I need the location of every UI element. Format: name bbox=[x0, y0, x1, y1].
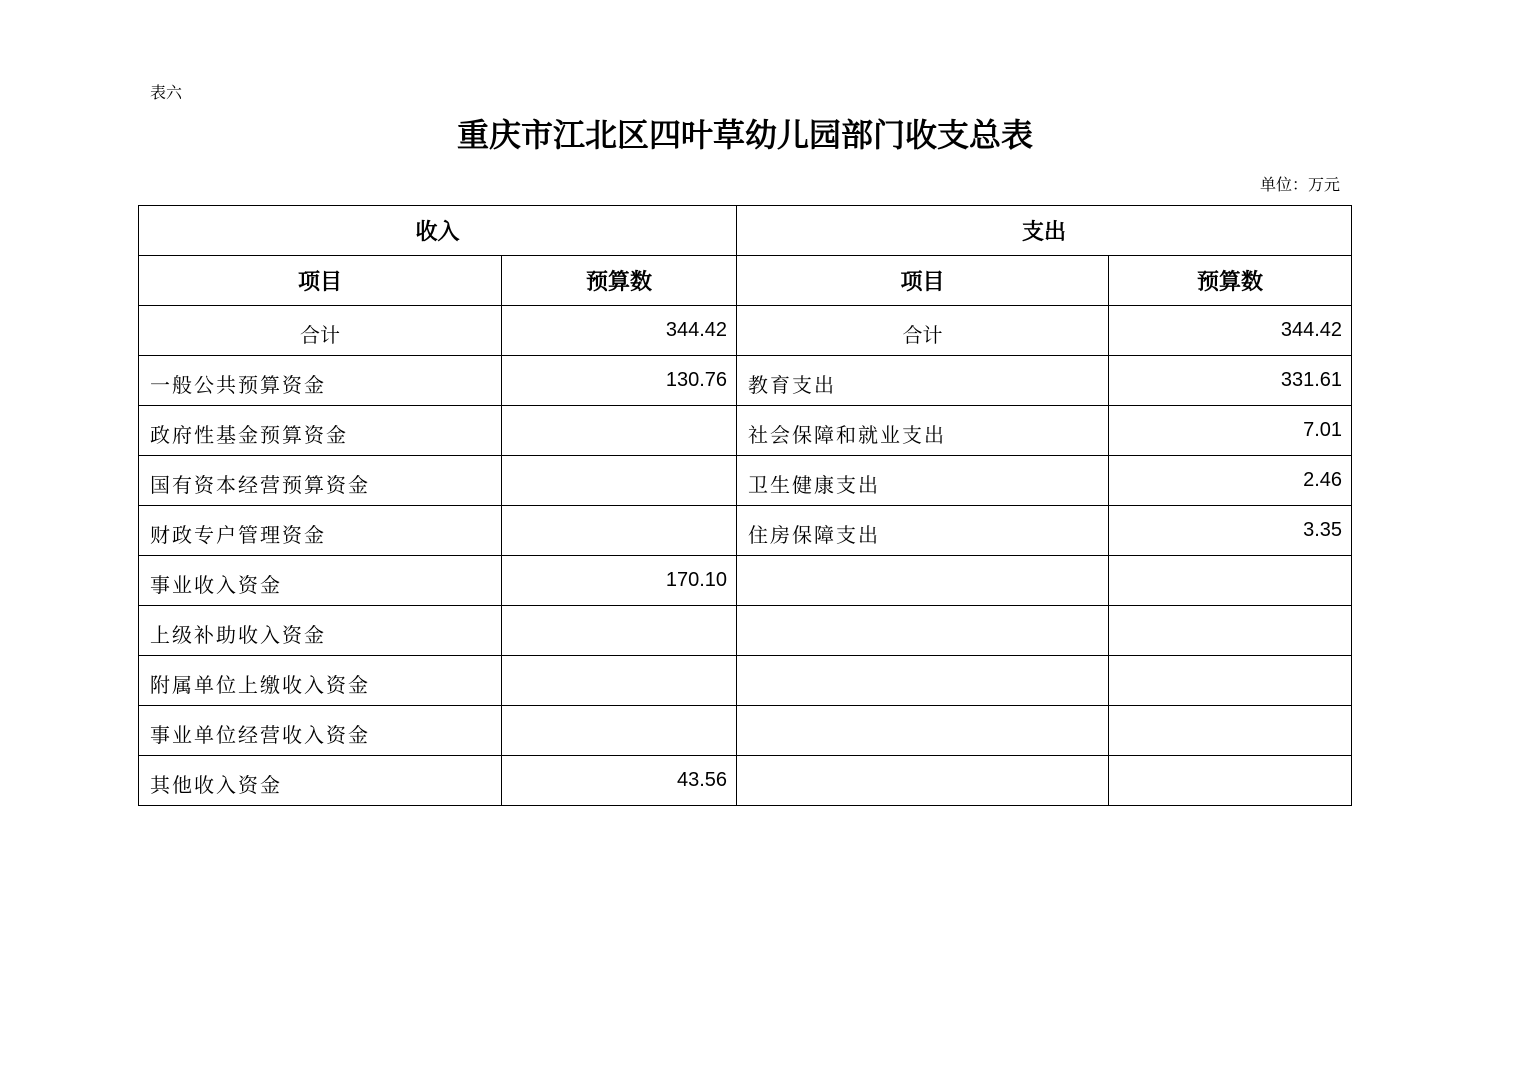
income-item-cell: 其他收入资金 bbox=[139, 756, 502, 806]
expense-value-cell: 2.46 bbox=[1109, 456, 1352, 506]
expense-item-cell: 社会保障和就业支出 bbox=[737, 406, 1109, 456]
income-item-cell: 政府性基金预算资金 bbox=[139, 406, 502, 456]
income-item-cell: 事业单位经营收入资金 bbox=[139, 706, 502, 756]
expense-item-cell: 教育支出 bbox=[737, 356, 1109, 406]
income-item-cell: 一般公共预算资金 bbox=[139, 356, 502, 406]
expense-item-cell: 住房保障支出 bbox=[737, 506, 1109, 556]
income-value-cell bbox=[502, 406, 737, 456]
table-number-label: 表六 bbox=[150, 83, 183, 102]
income-item-cell: 财政专户管理资金 bbox=[139, 506, 502, 556]
income-value-cell bbox=[502, 506, 737, 556]
expense-group-header: 支出 bbox=[737, 206, 1352, 256]
table-row bbox=[139, 506, 1352, 556]
income-value-cell bbox=[502, 656, 737, 706]
expense-item-cell bbox=[737, 706, 1109, 756]
income-group-header: 收入 bbox=[139, 206, 737, 256]
table-row bbox=[139, 556, 1352, 606]
expense-item-column-header: 项目 bbox=[737, 256, 1109, 306]
column-header-row bbox=[139, 256, 1352, 306]
expense-budget-column-header: 预算数 bbox=[1109, 256, 1352, 306]
table-row bbox=[139, 756, 1352, 806]
expense-item-cell bbox=[737, 556, 1109, 606]
income-expense-summary-table bbox=[138, 205, 1352, 806]
income-value-cell: 43.56 bbox=[502, 756, 737, 806]
expense-value-cell bbox=[1109, 656, 1352, 706]
income-value-cell bbox=[502, 706, 737, 756]
income-total-label: 合计 bbox=[139, 306, 502, 356]
table-row bbox=[139, 656, 1352, 706]
expense-item-cell bbox=[737, 606, 1109, 656]
table-row bbox=[139, 356, 1352, 406]
income-total-value: 344.42 bbox=[502, 306, 737, 356]
expense-value-cell bbox=[1109, 706, 1352, 756]
page-title: 重庆市江北区四叶草幼儿园部门收支总表 bbox=[456, 116, 1033, 154]
expense-item-cell bbox=[737, 656, 1109, 706]
expense-value-cell: 331.61 bbox=[1109, 356, 1352, 406]
table-row bbox=[139, 706, 1352, 756]
table-row bbox=[139, 456, 1352, 506]
income-value-cell: 130.76 bbox=[502, 356, 737, 406]
expense-value-cell bbox=[1109, 756, 1352, 806]
table-row bbox=[139, 606, 1352, 656]
income-budget-column-header: 预算数 bbox=[502, 256, 737, 306]
expense-total-value: 344.42 bbox=[1109, 306, 1352, 356]
expense-value-cell bbox=[1109, 606, 1352, 656]
income-item-cell: 附属单位上缴收入资金 bbox=[139, 656, 502, 706]
income-item-cell: 上级补助收入资金 bbox=[139, 606, 502, 656]
income-item-cell: 事业收入资金 bbox=[139, 556, 502, 606]
expense-item-cell bbox=[737, 756, 1109, 806]
income-item-column-header: 项目 bbox=[139, 256, 502, 306]
expense-value-cell: 3.35 bbox=[1109, 506, 1352, 556]
total-row bbox=[139, 306, 1352, 356]
expense-total-label: 合计 bbox=[737, 306, 1109, 356]
expense-item-cell: 卫生健康支出 bbox=[737, 456, 1109, 506]
table-row bbox=[139, 406, 1352, 456]
table-body bbox=[139, 206, 1352, 806]
income-value-cell bbox=[502, 456, 737, 506]
income-value-cell: 170.10 bbox=[502, 556, 737, 606]
income-value-cell bbox=[502, 606, 737, 656]
unit-label: 单位：万元 bbox=[1259, 175, 1340, 194]
group-header-row bbox=[139, 206, 1352, 256]
expense-value-cell: 7.01 bbox=[1109, 406, 1352, 456]
expense-value-cell bbox=[1109, 556, 1352, 606]
income-item-cell: 国有资本经营预算资金 bbox=[139, 456, 502, 506]
